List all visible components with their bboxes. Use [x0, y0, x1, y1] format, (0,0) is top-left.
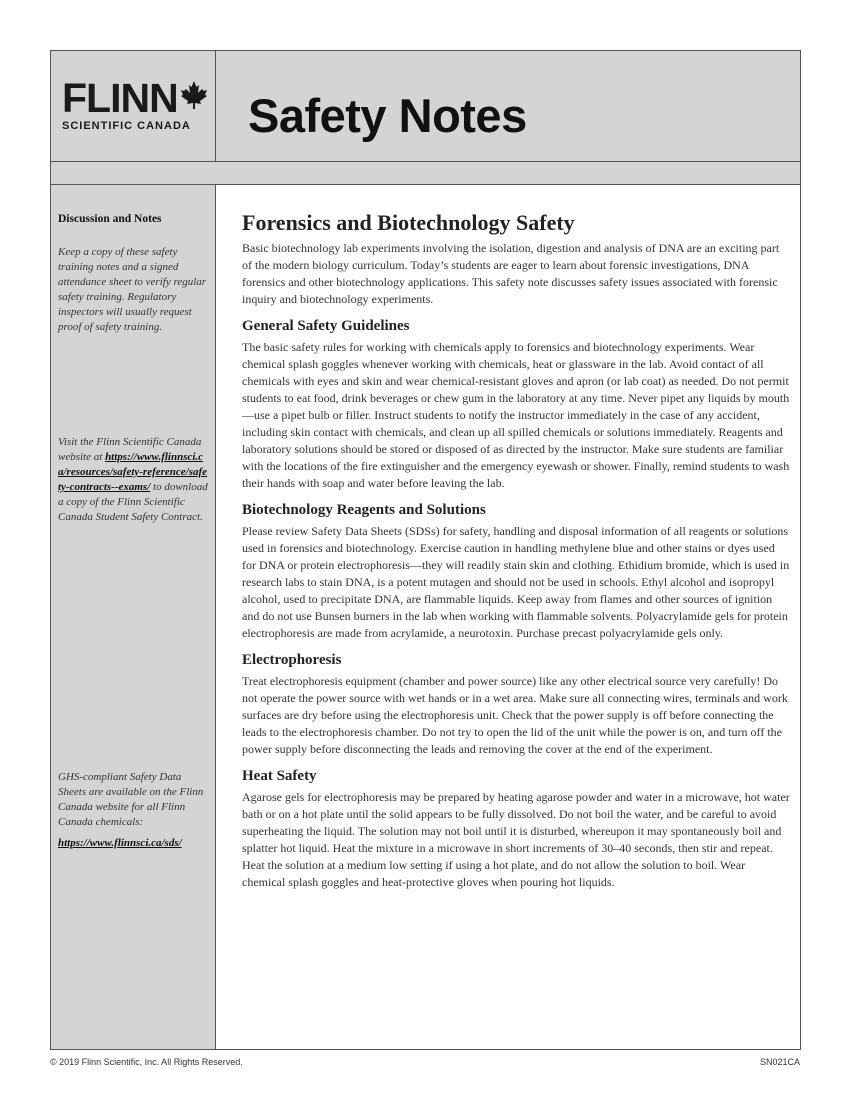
main-content: [242, 210, 790, 891]
sidebar-note-sds: GHS-compliant Safety Data Sheets are available on the Flinn Canada website for all Flinn Canada chemicals:: [58, 771, 204, 828]
section-heading: Heat Safety: [242, 768, 317, 784]
sidebar-heading: Discussion and Notes: [58, 213, 162, 225]
sds-link[interactable]: https://www.flinnsci.ca/sds/: [58, 837, 182, 849]
logo-wordmark: FLINN: [62, 75, 178, 121]
section-heading: Electrophoresis: [242, 652, 342, 668]
section-body: Agarose gels for electrophoresis may be prepared by heating agarose powder and water in a microwave, hot water bath or on a hot plate until the solid appears to be fully dissolved. Do not boil the water, and be careful to avoid superheating the liquid. The solution may not boil until it is disturbed, whereupon it may spontaneously boil and splatter hot liquid. Heat the mixture in a microwave in short increments of 30–40 seconds, then stir and repeat. Heat the solution at a medium low setting if using a hot plate, and do not allow the solution to boil. Wear chemical splash goggles and heat-protective gloves when pouring hot liquids.: [242, 790, 790, 889]
footer-code: SN021CA: [759, 1057, 800, 1067]
page-title: Safety Notes: [248, 89, 527, 142]
article-title: Forensics and Biotechnology Safety: [242, 210, 575, 235]
section-heading: General Safety Guidelines: [242, 318, 410, 334]
sidebar-note-contract-prefix: Visit the Flinn Scientific Canada website at: [58, 436, 202, 463]
safety-contract-link[interactable]: https://www.flinnsci.ca/resources/safety-reference/safety-contracts--exams/: [58, 451, 208, 493]
sidebar-note-contract-suffix: to download a copy of the Flinn Scientific Canada Student Safety Contract.: [58, 481, 208, 523]
sidebar-note-training: Keep a copy of these safety training notes and a signed attendance sheet to verify regular safety training. Regulatory inspectors will usually request proof of safety training.: [58, 246, 207, 333]
section-heading: Biotechnology Reagents and Solutions: [242, 502, 486, 518]
intro-paragraph: Basic biotechnology lab experiments involving the isolation, digestion and analysis of DNA are an exciting part of the modern biology curriculum. Today’s students are eager to learn about forensic investigations, DNA forensics and other biotechnology applications. This safety note discusses safety issues associated with forensic inquiry and biotechnology experiments.: [242, 241, 780, 306]
footer-copyright: © 2019 Flinn Scientific, Inc. All Rights Reserved.: [50, 1057, 243, 1067]
section-body: The basic safety rules for working with chemicals apply to forensics and biotechnology experiments. Wear chemical splash goggles whenever working with chemicals, heat or glassware in the lab. Avoid contact of all chemicals with eyes and skin and wear chemical-resistant gloves and apron (or lab coat) as needed. Do not permit students to eat food, drink beverages or chew gum in the laboratory at any time. Never pipet any liquids by mouth—use a pipet bulb or filler. Instruct students to notify the instructor immediately in the case of any accident, including skin contact with chemicals, and clean up all spilled chemicals or solutions immediately. Reagents and laboratory solutions should be stored or disposed of as directed by the instructor. Make sure students are familiar with the locations of the fire extinguisher and the emergency eyewash or shower. Finally, remind students to wash their hands with soap and water before leaving the lab.: [242, 340, 790, 490]
section-body: Treat electrophoresis equipment (chamber and power source) like any other electrical source very carefully! Do not operate the power source with wet hands or in a wet area. Make sure all connecting wires, terminals and work surfaces are dry before using the electrophoresis unit. Check that the power supply is off before connecting the leads to the electrophoresis chamber. Do not try to open the lid of the unit while the power is on, and turn off the power supply before disconnecting the leads and removing the cover at the end of the experiment.: [242, 674, 788, 756]
logo-subtitle: SCIENTIFIC CANADA: [62, 120, 191, 132]
sidebar-note-contract: [58, 435, 208, 525]
section-body: Please review Safety Data Sheets (SDSs) for safety, handling and disposal information of all reagents or solutions used in forensics and biotechnology. Exercise caution in handling methylene blue and other stains or dyes used for DNA or protein electrophoresis—they will readily stain skin and clothing. Ethidium bromide, which is used in research labs to stain DNA, is a potent mutagen and should not be used in schools. Ethyl alcohol and isopropyl alcohol, used to precipitate DNA, are flammable liquids. Keep away from flames and other sources of ignition and do not use Bunsen burners in the lab when working with flammable solvents. Polyacrylamide gels for protein electrophoresis are made from acrylamide, a neurotoxin. Purchase precast polyacrylamide gels only.: [242, 524, 790, 640]
